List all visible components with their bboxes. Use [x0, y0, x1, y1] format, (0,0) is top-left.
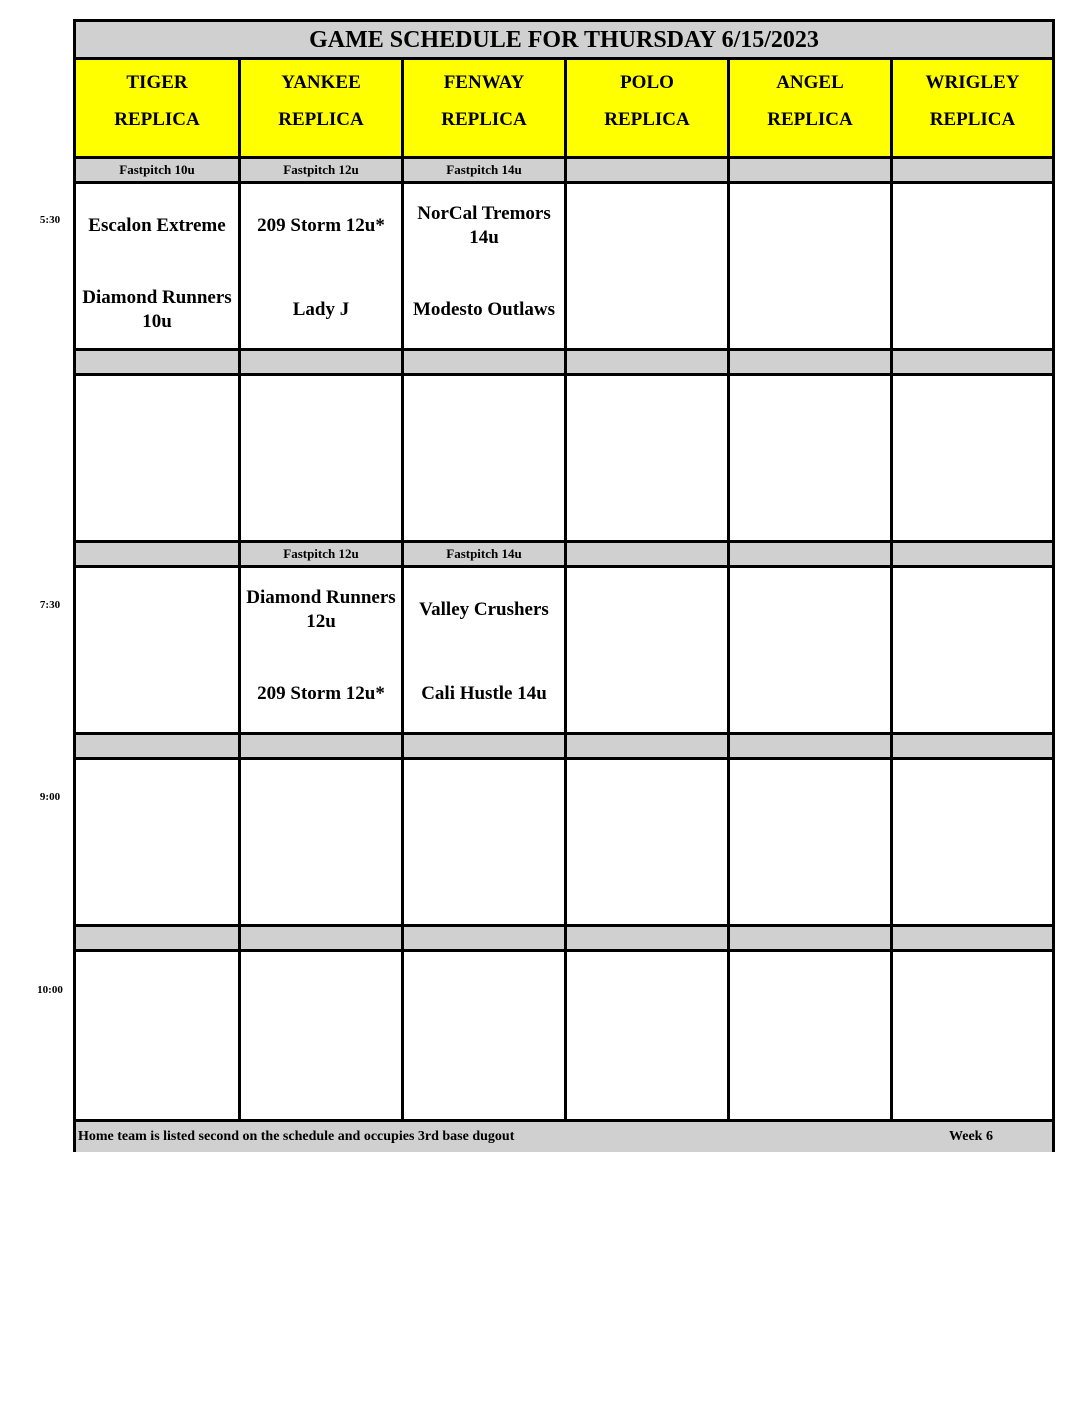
home-team	[893, 474, 1052, 530]
field-header-fenway: FENWAY REPLICA	[404, 60, 564, 159]
field-header-tiger: TIGER REPLICA	[76, 60, 238, 159]
division-label	[567, 540, 727, 568]
schedule-title: GAME SCHEDULE FOR THURSDAY 6/15/2023	[76, 22, 1052, 60]
division-label: Fastpitch 10u	[76, 159, 238, 184]
game-cell	[241, 184, 401, 348]
away-team	[404, 966, 564, 1022]
home-team	[567, 282, 727, 338]
column-divider	[890, 60, 893, 1119]
game-cell	[76, 568, 238, 732]
game-cell	[893, 952, 1052, 1116]
game-cell	[567, 952, 727, 1116]
division-label	[893, 348, 1052, 376]
home-team	[76, 1050, 238, 1106]
home-team	[76, 474, 238, 530]
division-label	[241, 732, 401, 760]
game-cell	[567, 568, 727, 732]
home-team	[76, 858, 238, 914]
away-team	[730, 390, 890, 446]
away-team: Escalon Extreme	[88, 215, 226, 236]
home-team	[730, 474, 890, 530]
division-label	[567, 924, 727, 952]
game-cell	[404, 568, 564, 732]
game-cell	[404, 952, 564, 1116]
home-team	[893, 282, 1052, 338]
field-header-angel: ANGEL REPLICA	[730, 60, 890, 159]
division-label	[567, 348, 727, 376]
division-label	[730, 540, 890, 568]
game-cell	[730, 184, 890, 348]
game-cell	[730, 760, 890, 924]
home-team: Cali Hustle 14u	[421, 683, 547, 704]
column-divider	[564, 60, 567, 1119]
field-header-polo: POLO REPLICA	[567, 60, 727, 159]
division-label	[404, 348, 564, 376]
home-team	[567, 666, 727, 722]
division-label	[241, 348, 401, 376]
away-team	[76, 582, 238, 638]
home-team	[241, 858, 401, 914]
away-team	[76, 390, 238, 446]
column-divider	[238, 60, 241, 1119]
away-team	[730, 966, 890, 1022]
game-cell	[241, 376, 401, 540]
home-team	[730, 858, 890, 914]
game-cell	[730, 952, 890, 1116]
home-team	[241, 474, 401, 530]
division-label: Fastpitch 12u	[241, 159, 401, 184]
game-cell	[567, 184, 727, 348]
division-label: Fastpitch 12u	[241, 540, 401, 568]
division-label	[893, 924, 1052, 952]
away-team	[893, 198, 1052, 254]
away-team	[567, 198, 727, 254]
division-label: Fastpitch 14u	[404, 159, 564, 184]
division-label	[76, 924, 238, 952]
division-label	[893, 540, 1052, 568]
home-team: 209 Storm 12u*	[257, 683, 385, 704]
division-label	[730, 732, 890, 760]
away-team	[241, 390, 401, 446]
home-team: Lady J	[292, 299, 350, 320]
division-label	[730, 159, 890, 184]
away-team	[404, 774, 564, 830]
home-team: Diamond Runners 10u	[82, 287, 232, 332]
game-cell	[893, 760, 1052, 924]
home-team	[241, 1050, 401, 1106]
home-team	[567, 1050, 727, 1106]
away-team: NorCal Tremors 14u	[417, 203, 551, 248]
home-team	[76, 666, 238, 722]
game-cell	[893, 568, 1052, 732]
away-team	[893, 774, 1052, 830]
home-team: Modesto Outlaws	[413, 299, 555, 320]
column-divider	[727, 60, 730, 1119]
home-team	[893, 858, 1052, 914]
division-label	[893, 159, 1052, 184]
division-label	[404, 924, 564, 952]
game-cell	[730, 376, 890, 540]
game-cell	[893, 376, 1052, 540]
home-team-note: Home team is listed second on the schedule and occupies 3rd base dugout	[78, 1129, 515, 1144]
time-label-4: 9:00	[39, 791, 61, 803]
away-team	[76, 966, 238, 1022]
game-cell	[893, 184, 1052, 348]
home-team	[730, 1050, 890, 1106]
division-label	[567, 732, 727, 760]
field-header-yankee: YANKEE REPLICA	[241, 60, 401, 159]
time-label-3: 7:30	[39, 599, 61, 611]
game-cell	[404, 760, 564, 924]
division-label	[76, 348, 238, 376]
schedule-footer	[76, 1119, 1052, 1152]
away-team: 209 Storm 12u*	[257, 215, 385, 236]
game-cell	[730, 568, 890, 732]
game-cell	[76, 952, 238, 1116]
home-team	[567, 474, 727, 530]
game-cell	[567, 760, 727, 924]
away-team	[567, 390, 727, 446]
column-divider	[401, 60, 404, 1119]
away-team	[404, 390, 564, 446]
division-label	[241, 924, 401, 952]
home-team	[730, 666, 890, 722]
away-team	[241, 774, 401, 830]
home-team	[404, 858, 564, 914]
division-label	[567, 159, 727, 184]
away-team	[893, 966, 1052, 1022]
home-team	[730, 282, 890, 338]
division-label	[730, 348, 890, 376]
game-cell	[241, 760, 401, 924]
division-label	[76, 732, 238, 760]
division-label	[76, 540, 238, 568]
game-cell	[76, 376, 238, 540]
home-team	[893, 666, 1052, 722]
division-label: Fastpitch 14u	[404, 540, 564, 568]
game-cell	[76, 760, 238, 924]
division-label	[404, 732, 564, 760]
away-team	[567, 582, 727, 638]
away-team	[730, 774, 890, 830]
away-team: Diamond Runners 12u	[246, 587, 396, 632]
away-team	[893, 390, 1052, 446]
home-team	[893, 1050, 1052, 1106]
division-label	[893, 732, 1052, 760]
home-team	[567, 858, 727, 914]
time-label-5: 10:00	[37, 984, 63, 996]
away-team	[730, 198, 890, 254]
game-cell	[241, 568, 401, 732]
division-label	[730, 924, 890, 952]
game-cell	[567, 376, 727, 540]
field-header-wrigley: WRIGLEY REPLICA	[893, 60, 1052, 159]
time-label-1: 5:30	[39, 214, 61, 226]
week-label: Week 6	[949, 1129, 993, 1144]
away-team	[730, 582, 890, 638]
home-team	[404, 474, 564, 530]
game-cell	[404, 376, 564, 540]
away-team	[567, 966, 727, 1022]
away-team	[893, 582, 1052, 638]
game-cell	[76, 184, 238, 348]
game-cell	[241, 952, 401, 1116]
away-team	[76, 774, 238, 830]
game-cell	[404, 184, 564, 348]
away-team	[567, 774, 727, 830]
home-team	[404, 1050, 564, 1106]
schedule-table	[73, 19, 1055, 1152]
away-team: Valley Crushers	[419, 599, 549, 620]
away-team	[241, 966, 401, 1022]
